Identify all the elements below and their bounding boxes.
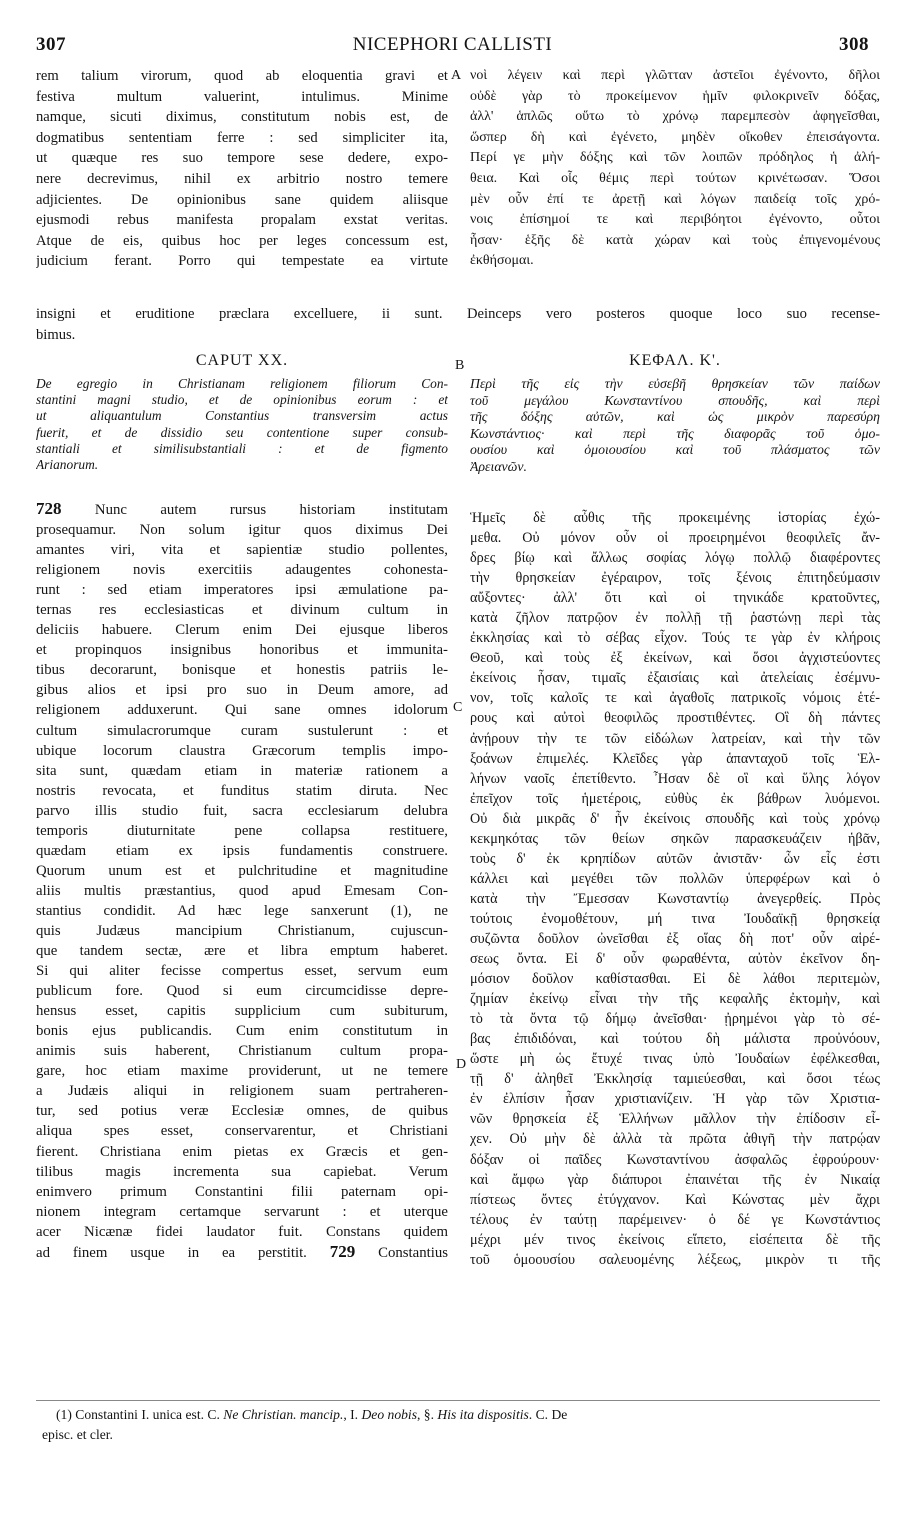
latin-line: runt : sed etiam imperatores ipsi æmulatione pa- <box>36 582 448 599</box>
greek-line: τέλους ἐν ταύτῃ παρέμεινεν· ὁ δέ γε Κωνστάντιος <box>470 1211 880 1228</box>
greek-line: θεια. Καὶ οἷς θέμις περὶ τούτων κρινέτωσαν. Ὅσοι <box>470 170 880 186</box>
latin-line: festiva multum valuerint, intulimus. Minime <box>36 88 448 105</box>
greek-line: νοὶ λέγειν καὶ περὶ γλῶτταν ἀστεῖοι ἐγένοντο, δῆλοι <box>470 68 880 83</box>
latin-line: et propinquos insignibus honoribus et immunita- <box>36 642 448 659</box>
greek-line: ζημίαν ἐκείνῳ εἶναι τὴν τῆς κεφαλῆς ἐκτομὴν, καὶ <box>470 991 880 1008</box>
latin-line: quædam etiam ex ipsis fundamentis construere. <box>36 842 448 859</box>
latin-line: a Judæis aliqui in religionem suam pertraheren- <box>36 1083 448 1100</box>
greek-line: τῇ δ' ἀληθεῖ Ἐκκλησίᾳ ταμιεύεσθαι, καὶ ὅσοι τέως <box>470 1071 880 1088</box>
full-width-text <box>36 304 880 345</box>
greek-line: χεν. Οὐ μὴν δὲ ἀλλὰ τὰ πρῶτα ἀθιγῆ τὴν πατρῴαν <box>470 1131 880 1148</box>
greek-top-column <box>470 66 880 272</box>
summary-line: fuerit, et de dissidio seu contentione super consub- <box>36 424 448 440</box>
footnote-text: , I. <box>343 1407 362 1422</box>
greek-line: αὔξοντες· ἀλλ' ὅτι καὶ οἱ τηνικάδε κρατοῦντες, <box>470 590 880 607</box>
greek-line: ὥστε μὴ ὡς ἔτυχέ τινας ὑπὸ Ἰουδαίων ἐφέλκεσθαι, <box>470 1051 880 1068</box>
greek-line: τούτοις ἐνομοθέτουν, μή τινα Ἰουδαϊκῇ θρησκείᾳ <box>470 910 880 927</box>
greek-line: λήνων ναοῖς ἐπετίθεντο. Ἦσαν δὲ οἳ καὶ ὕλης λόγον <box>470 770 880 787</box>
latin-line: stantius condidit. Ad hæc lege sanxerunt (1), ne <box>36 902 448 919</box>
greek-line: ἐν ἐλπίσιν ἦσαν χριστιανίζειν. Ἡ γὰρ τῶν Χριστια- <box>470 1091 880 1108</box>
latin-line: temporis diuturnitate pene collapsa restituere, <box>36 822 448 839</box>
latin-line: acer Nicænæ fidei laudator fuit. Constans quidem <box>36 1223 448 1240</box>
latin-first-line <box>36 499 448 520</box>
greek-line: μόσιον δοῦλον καθίστασθαι. Εἰ δὲ λάθοι περιτεμὼν, <box>470 971 880 988</box>
latin-line: animis suis haberent, Christianum cultum propa- <box>36 1043 448 1060</box>
latin-first-line-text: Nunc autem rursus historiam institutam <box>61 502 448 518</box>
summary-line: Ἀρειανῶν. <box>470 458 527 474</box>
summary-line: Arianorum. <box>36 457 99 473</box>
greek-line: κάλλει καὶ μεγέθει τῶν πολλῶν ὑπερφέρων καὶ ὁ <box>470 870 880 887</box>
greek-line: κατὰ τὴν Ἔμεσσαν Κωνσταντίῳ ἀνεγερθείς. Πρὸς <box>470 890 880 907</box>
latin-line: deliciis habuere. Clerum enim Dei ejusque liberos <box>36 622 448 639</box>
latin-line: ejusmodi rebus manifesta propalam exstat veritas. <box>36 212 448 229</box>
chapter-heading-greek: ΚΕΦΑΛ. Κ'. <box>629 352 721 369</box>
latin-line: tur, sed potius veræ Ecclesiæ omnes, de quibus <box>36 1103 448 1120</box>
greek-line: ὥσπερ δὴ καὶ ἐγένετο, μηδὲν οἴκοθεν ἐπεισάγοντα. <box>470 129 880 145</box>
greek-line: Οὐ διὰ μικρᾶς δ' ἦν ἐκείνοις σπουδῆς καὶ τοὺς χρόνῳ <box>470 810 880 827</box>
latin-line: hensus esset, capitis supplicium cum subiturum, <box>36 1003 448 1020</box>
running-header <box>36 34 869 58</box>
greek-line: ἐκθήσομαι. <box>470 253 534 269</box>
latin-last-line <box>36 1242 448 1263</box>
margin-letter-b: B <box>455 358 465 373</box>
greek-line: οὐδὲ γὰρ τὸ προκείμενον ἡμῖν φιλοκρινεῖν δόξας, <box>470 88 880 104</box>
latin-line: religionem adduxerunt. Qui sane omnes idolorum <box>36 702 448 719</box>
greek-line: Ἡμεῖς δὲ αὖθις τῆς προκειμένης ἱστορίας ἐχώ- <box>470 510 880 526</box>
greek-line: Θεοῦ, καὶ τοὺς ἐξ ἐκείνων, καὶ ὅσοι ἀγχιστεύοντες <box>470 650 880 667</box>
section-number: 729 <box>329 1241 356 1261</box>
footnote-text: His ita dispositis <box>437 1407 529 1422</box>
latin-line: judicium ferant. Porro qui tempestate ea virtute <box>36 253 448 270</box>
greek-line: ἀνῄρουν τὴν τε τῶν εἰδώλων λατρείαν, καὶ τὴν τῶν <box>470 730 880 747</box>
latin-main-lines <box>36 520 448 1242</box>
latin-line: nionem integram certamque servarunt : et uterque <box>36 1203 448 1220</box>
latin-line: enimvero primum Constantini filii paternam opi- <box>36 1183 448 1200</box>
latin-line: amantes viri, vita et sapientiæ studio pollentes, <box>36 542 448 559</box>
chapter-summary-latin <box>36 376 448 473</box>
latin-top-column <box>36 66 448 272</box>
latin-line: ut quæque res suo tempore sese dedere, expo- <box>36 150 448 167</box>
greek-line: ἀλλ' ἁπλῶς οὕτω τὸ χρόνῳ παρεμπεσὸν ἀφηγεῖσθαι, <box>470 109 880 125</box>
section-number: 728 <box>36 499 62 518</box>
summary-line: stantini magni studio, et de opinionibus eorum : et <box>36 392 448 408</box>
greek-line: ἐκκλησίας καὶ τὸ σέβας εἶχον. Τούς τε γὰρ ἐν κλήροις <box>470 630 880 647</box>
greek-line: νον, τοῖς καλοῖς τε καὶ ἀγαθοῖς πατρικοῖς νόμοις ἑτέ- <box>470 690 880 707</box>
latin-line: Si qui aliter fecisse compertus esset, servum eum <box>36 963 448 980</box>
greek-line: τὸ τὰ ὄντα τῷ δήμῳ ἀνεῖσθαι· ᾐρημένοι γὰρ τὸ σέ- <box>470 1011 880 1028</box>
latin-line: gibus alios et ipsi pro suo in Deum amore, ad <box>36 682 448 699</box>
latin-line: sita sunt, quædam etiam in materiæ rationem a <box>36 762 448 779</box>
summary-line: ut aliquantulum Constantius transversim actus <box>36 408 448 424</box>
latin-line: que tandem sectæ, ære et libra emptum haberet. <box>36 943 448 960</box>
full-line: insigni et eruditione præclara excelluere, ii sunt. Deinceps vero posteros quoque loco suo recense- <box>36 306 880 322</box>
footnote <box>42 1405 882 1445</box>
summary-line: ουσίου καὶ ὁμοιουσίου καὶ τοῦ πλάσματος τῶν <box>470 442 880 458</box>
margin-letter-d: D <box>456 1057 467 1072</box>
footnote-rule <box>36 1400 880 1401</box>
footnote-text: Deo nobis <box>361 1407 417 1422</box>
latin-line: Quorum unum est et pulchritudine et magnitudine <box>36 862 448 879</box>
footnote-text: , §. <box>417 1407 438 1422</box>
running-title: NICEPHORI CALLISTI <box>352 34 553 55</box>
greek-line: νῶν θρησκεία ἐξ Ἑλλήνων μᾶλλον τὴν ἐπίδοσιν εἶ- <box>470 1111 880 1128</box>
summary-line: τοῦ μεγάλου Κωνσταντίνου σπουδῆς, καὶ περὶ <box>470 392 880 408</box>
footnote-text: . C. De <box>528 1407 568 1422</box>
greek-line: τὴν θρησκείαν ἐγέραιρον, τοῖς ξένοις ἐπιτηδεύμασιν <box>470 570 880 587</box>
summary-line: stantiali et similisubstantiali : et de figmento <box>36 440 448 456</box>
margin-letter-c: C <box>453 700 463 715</box>
greek-line: ἐκείνοις ἦσαν, τιμαῖς ἐξαισίαις καὶ ἀτελείαις ἐσέμνυ- <box>470 670 880 687</box>
greek-line: καὶ ἄμφω γὰρ διάπυροι ἐπαινέται τῆς ἐν Νικαίᾳ <box>470 1171 880 1188</box>
latin-line: nostris revocata, et funditus statim diruta. Nec <box>36 782 448 799</box>
latin-line: quis Judæus mancipium Christianum, cujuscun- <box>36 922 448 939</box>
greek-line: πίστεως ὄντες ἐτύγχανον. Καὶ Κώνστας μὲν ἄχρι <box>470 1191 880 1208</box>
summary-line: Κωνστάντιος· καὶ περὶ τῆς διαφορᾶς τοῦ ὁμο- <box>470 425 880 441</box>
latin-line: namque, sicuti diximus, constitutum nobis est, de <box>36 109 448 126</box>
latin-line: dogmatibus sententiam ferre : sed simpliciter ita, <box>36 129 448 146</box>
latin-last-line-end: Constantius <box>355 1244 448 1261</box>
latin-line: Atque de eis, quibus hoc per leges concessum est, <box>36 232 448 249</box>
latin-line: publicum fore. Quod si eum circumcidisse depre- <box>36 983 448 1000</box>
latin-line: rem talium virorum, quod ab eloquentia gravi et <box>36 68 448 84</box>
latin-line: adjicientes. De opinionibus sane quidem aliisque <box>36 191 448 208</box>
footnote-text: Constantini I. unica est. C. <box>75 1407 224 1422</box>
greek-line: μὲν οὖν ἐπί τε ἀρετῇ καὶ λόγων παιδείᾳ τοῖς χρό- <box>470 191 880 207</box>
greek-main-column <box>470 508 880 1270</box>
footnote-line <box>56 1405 882 1425</box>
full-line: bimus. <box>36 326 76 343</box>
latin-line: aliqua spes esset, conservarentur, et Christiani <box>36 1123 448 1140</box>
greek-line: σεως ὄντα. Εἰ δ' οὖν φωραθέντα, αὐτὸν ἐκεῖνον δη- <box>470 951 880 968</box>
summary-line: τῆς δόξης αὐτῶν, καὶ ὡς μικρὸν παρεσύρη <box>470 409 880 425</box>
latin-line: fierent. Christiana enim pietas ex Græcis et gen- <box>36 1143 448 1160</box>
greek-line: κεκμηκότας τῶν θείων σηκῶν παρασκευάζειν ἡβᾶν, <box>470 830 880 847</box>
greek-line: Περί γε μὴν δόξης καὶ τῶν λοιπῶν πρόδηλος ἡ ἀλή- <box>470 150 880 166</box>
latin-line: parvo illis studio fuit, sacra ecclesiarum delubra <box>36 802 448 819</box>
footnote-text: Ne Christian. mancip. <box>223 1407 344 1422</box>
greek-line: ἐπεῖχον τοῖς ἡμετέροις, εὐθὺς ἐκ βάθρων λυόμενοι. <box>470 790 880 807</box>
latin-line: prosequamur. Non solum igitur quos diximus Dei <box>36 522 448 539</box>
greek-line: ἦσαν· ἑξῆς δὲ κατὰ χώραν καὶ τοὺς ἐπιγενομένους <box>470 232 880 248</box>
latin-line: aliis multis præstantius, quod apud Emesam Con- <box>36 882 448 899</box>
footnote-line: episc. et cler. <box>42 1427 113 1442</box>
greek-line: μεθα. Οὐ μόνον οὖν οἱ προειρημένοι θεοφιλεῖς ἄν- <box>470 530 880 547</box>
summary-line: Περὶ τῆς εἰς τὴν εὐσεβῆ θρησκείαν τῶν παίδων <box>470 376 880 391</box>
greek-line: βας ἐπιδιδόναι, καὶ τούτου δὴ μάλιστα προὐνόουν, <box>470 1031 880 1048</box>
latin-line: tibus decorarunt, bonisque et honestis patriis le- <box>36 662 448 679</box>
greek-line: συζῶντα δοῦλον ὠνεῖσθαι ἐξ οἵας δὴ ποτ' οὖν αἱρέ- <box>470 930 880 947</box>
latin-line: ubique locorum claustra Græcorum templis impo- <box>36 742 448 759</box>
margin-letter-a: A <box>451 68 462 83</box>
greek-line: δρες βίῳ καὶ ἄλλως σοφίας λόγῳ πολλῷ διαφέροντες <box>470 550 880 567</box>
latin-line: tilibus magis incrementa sua capiebat. Verum <box>36 1163 448 1180</box>
page-number-left: 307 <box>36 34 66 55</box>
chapter-heading-latin: CAPUT XX. <box>195 352 289 369</box>
page-number-right: 308 <box>839 34 869 55</box>
latin-line: religionem novis exercitiis adaugentes cohonesta- <box>36 562 448 579</box>
chapter-summary-greek <box>470 376 880 476</box>
footnote-marker: (1) <box>56 1407 76 1422</box>
latin-line: gare, hoc etiam maxime providerunt, ut ne temere <box>36 1063 448 1080</box>
latin-line: bonis ejus publicandis. Cum enim constitutum in <box>36 1023 448 1040</box>
greek-line: δόξαν οἱ παῖδες Κωνσταντίνου ἀσφαλῶς ἐφρούρουν· <box>470 1151 880 1168</box>
greek-line: τοὺς δ' ἐκ κρηπίδων αὐτῶν ἀνιστᾶν· ὧν εἷς ἐστι <box>470 850 880 867</box>
greek-line: ξοάνων ἐπιμελές. Κλεῖδες γὰρ ἁπανταχοῦ τοῖς Ἑλ- <box>470 750 880 767</box>
summary-line: De egregio in Christianam religionem filiorum Con- <box>36 376 448 391</box>
latin-line: ternas res ecclesiasticas et divinum cultum in <box>36 602 448 619</box>
greek-line: κατὰ ζῆλον πατρῷον ἐν πολλῇ τῇ ῥαστώνῃ περὶ τὰς <box>470 610 880 627</box>
greek-line: νοις ἐπίσημοί τε καὶ περιβόητοι ἐγένοντο, οὗτοι <box>470 212 880 228</box>
greek-line: τοῦ ὁμοουσίου σαλευομένης λέξεως, μικρὸν τι τῆς <box>470 1251 880 1268</box>
latin-line: nere decrevimus, nihil ex arbitrio nostro temere <box>36 170 448 187</box>
latin-line: cultum simulacrorumque curam sustulerunt : et <box>36 722 448 739</box>
latin-main-column <box>36 499 448 1263</box>
latin-last-line-text: ad finem usque in ea perstitit. <box>36 1244 330 1261</box>
greek-line: ρους καὶ αὐτοὶ θεοφιλῶς προστιθέντες. Οἳ δὴ πάντες <box>470 710 880 727</box>
greek-line: μέχρι μέν τινος ἐκείνοις εἵπετο, εἰσέπειτα δὲ τῆς <box>470 1231 880 1248</box>
